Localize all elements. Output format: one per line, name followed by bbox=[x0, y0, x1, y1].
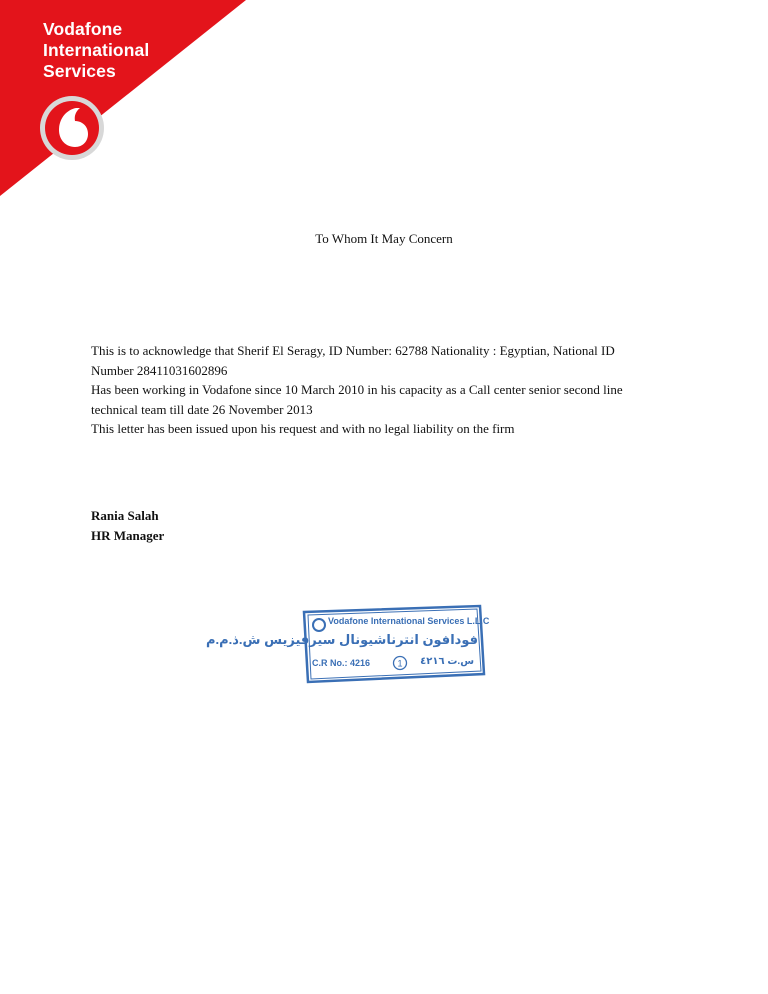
body-line: Has been working in Vodafone since 10 March 2010 in his capacity as a Call center senior second line bbox=[91, 382, 623, 397]
brand-name bbox=[43, 19, 149, 82]
signer-title: HR Manager bbox=[91, 527, 165, 543]
body-line: This letter has been issued upon his request and with no legal liability on the firm bbox=[91, 421, 515, 436]
svg-text:1: 1 bbox=[397, 658, 403, 669]
signature-block bbox=[91, 506, 164, 545]
vodafone-header bbox=[0, 0, 250, 200]
body-line: This is to acknowledge that Sherif El Seragy, ID Number: 62788 Nationality : Egyptian, National ID bbox=[91, 343, 615, 358]
body-line: technical team till date 26 November 2013 bbox=[91, 401, 313, 417]
brand-line: Vodafone bbox=[43, 19, 123, 39]
body-line: Number 28411031602896 bbox=[91, 362, 228, 378]
stamp-cr-number-ar: س.ت ٤٢١٦ bbox=[420, 656, 474, 667]
letter-title: To Whom It May Concern bbox=[315, 231, 453, 246]
vodafone-speechmark-icon bbox=[40, 96, 104, 160]
stamp-text-ar: فودافون انترناشيونال سيرفيزيس ش.ذ.م.م bbox=[205, 632, 478, 647]
brand-line: International bbox=[43, 40, 150, 60]
company-stamp bbox=[205, 602, 490, 686]
stamp-cr-number: C.R No.: 4216 bbox=[312, 658, 371, 668]
stamp-text-en: Vodafone International Services L.L.C bbox=[328, 616, 490, 626]
letter-body bbox=[91, 341, 671, 439]
signer-name: Rania Salah bbox=[91, 508, 159, 523]
brand-line: Services bbox=[43, 61, 116, 81]
